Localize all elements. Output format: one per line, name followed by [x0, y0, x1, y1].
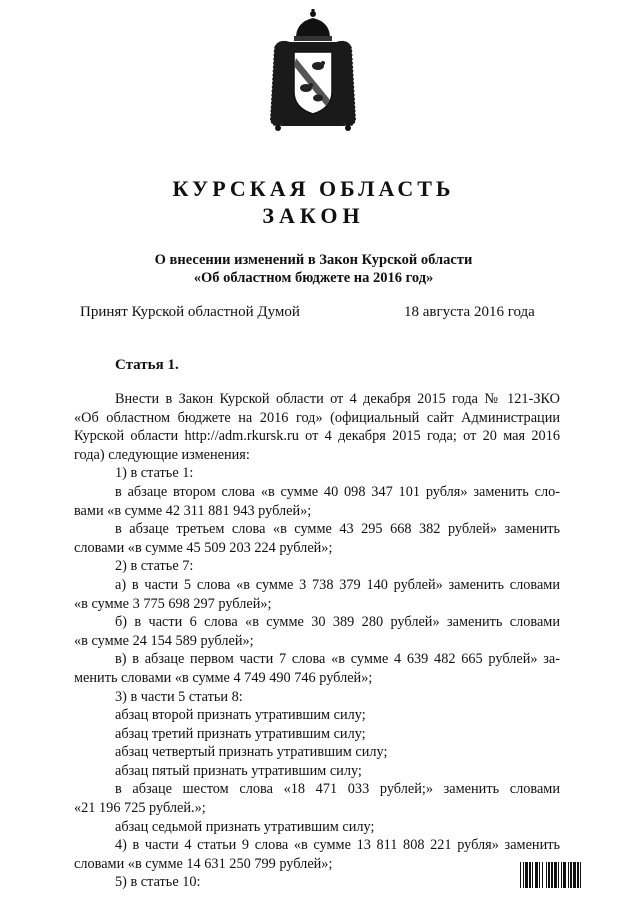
body-line: б) в части 6 слова «в сумме 30 389 280 рублей» заменить словами [115, 614, 560, 631]
body-line: 2) в статье 7: [115, 558, 194, 575]
body-line: абзац четвертый признать утратившим силу; [115, 744, 388, 761]
coat-of-arms-emblem [266, 8, 360, 133]
body-line: в абзаце шестом слова «18 471 033 рублей;» заменить словами [115, 781, 560, 798]
law-subtitle-line2: «Об областном бюджете на 2016 год» [193, 270, 434, 286]
body-line: 3) в части 5 статьи 8: [115, 688, 243, 705]
body-line: а) в части 5 слова «в сумме 3 738 379 140 рублей» заменить словами [115, 576, 560, 593]
body-line: словами «в сумме 14 631 250 799 рублей»; [74, 855, 333, 872]
body-line: Курской области http://adm.rkursk.ru от 4 декабря 2015 года; от 20 мая 2016 [74, 428, 560, 445]
body-line: в) в абзаце первом части 7 слова «в сумме 4 639 482 665 рублей» за- [115, 651, 560, 668]
body-line: словами «в сумме 45 509 203 224 рублей»; [74, 539, 333, 556]
barcode [520, 862, 614, 888]
adopted-by: Принят Курской областной Думой [80, 304, 300, 320]
body-line: в абзаце третьем слова «в сумме 43 295 668 382 рублей» заменить [115, 521, 560, 538]
document-type-title: ЗАКОН [262, 203, 365, 228]
law-subtitle-line1: О внесении изменений в Закон Курской области [154, 252, 473, 268]
body-line: менить словами «в сумме 4 749 490 746 рублей»; [74, 669, 373, 686]
body-line: абзац третий признать утратившим силу; [115, 725, 366, 742]
body-line: абзац пятый признать утратившим силу; [115, 762, 362, 779]
body-line: 4) в части 4 статьи 9 слова «в сумме 13 811 808 221 рубля» заменить [115, 837, 560, 854]
body-line: Внести в Закон Курской области от 4 декабря 2015 года № 121-ЗКО [115, 391, 560, 407]
adopted-date: 18 августа 2016 года [404, 304, 535, 320]
body-line: абзац седьмой признать утратившим силу; [115, 818, 375, 835]
body-line: года) следующие изменения: [74, 446, 250, 463]
body-line: «21 196 725 рублей.»; [74, 800, 206, 817]
body-line: абзац второй признать утратившим силу; [115, 707, 366, 724]
body-line: «в сумме 3 775 698 297 рублей»; [74, 595, 272, 612]
body-line: «в сумме 24 154 589 рублей»; [74, 632, 254, 649]
region-title: КУРСКАЯ ОБЛАСТЬ [172, 176, 455, 201]
body-line: 5) в статье 10: [115, 874, 201, 891]
body-line: 1) в статье 1: [115, 465, 194, 482]
article-body [74, 390, 560, 892]
body-line: «Об областном бюджете на 2016 год» (официальный сайт Администрации [74, 409, 560, 426]
article-heading: Статья 1. [115, 357, 179, 373]
body-line: в абзаце втором слова «в сумме 40 098 347 101 рубля» заменить сло- [115, 483, 560, 500]
body-line: вами «в сумме 42 311 881 943 рублей»; [74, 502, 312, 519]
